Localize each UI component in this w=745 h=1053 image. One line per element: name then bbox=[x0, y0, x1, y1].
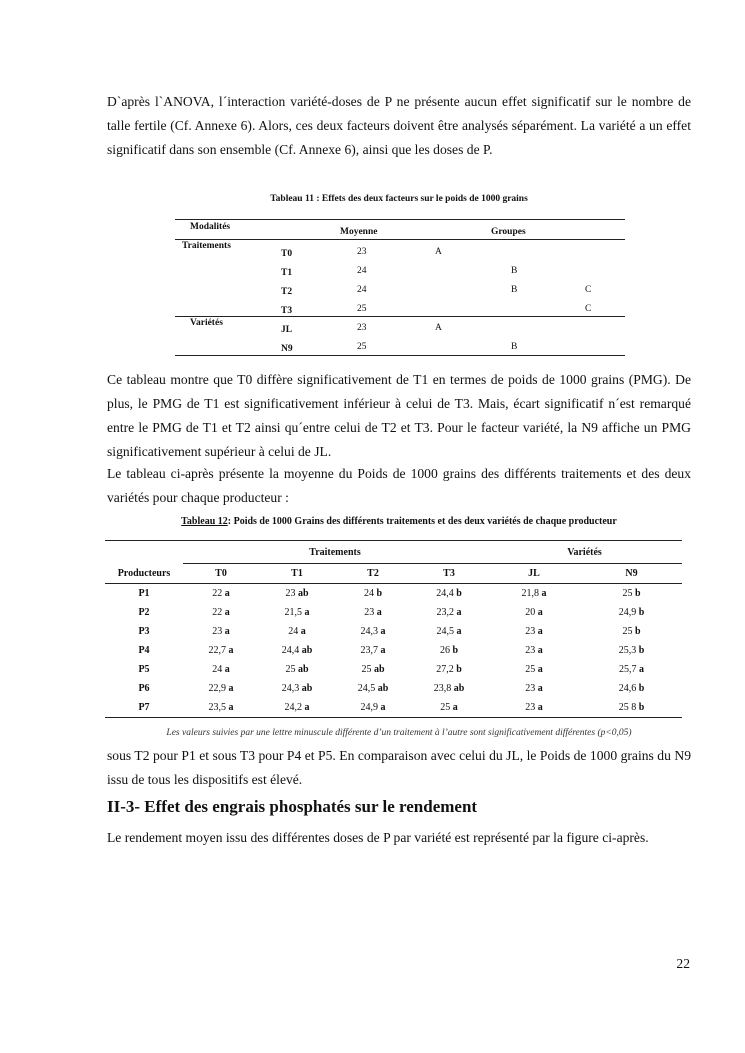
table-12-cell-letter: b bbox=[452, 645, 459, 656]
table-row bbox=[105, 679, 682, 698]
table-12-cell-letter: ab bbox=[301, 683, 313, 694]
table-12-cell bbox=[335, 698, 411, 718]
table-12-group-varietes: Variétés bbox=[487, 541, 682, 564]
table-12-cell-value: 25 bbox=[440, 702, 451, 713]
table-12-cell bbox=[411, 603, 487, 622]
table-12-cell-value: 23 bbox=[525, 683, 536, 694]
table-12-cell bbox=[335, 622, 411, 641]
table-12-cell bbox=[259, 641, 335, 660]
table-12-cell bbox=[487, 622, 581, 641]
table-12-cell-letter: a bbox=[452, 702, 458, 713]
table-12-cell bbox=[487, 641, 581, 660]
table-12-cell bbox=[487, 603, 581, 622]
table-11-caption: Tableau 11 : Effets des deux facteurs sur le poids de 1000 grains bbox=[270, 194, 528, 204]
table-12-cell bbox=[581, 641, 682, 660]
table-12-cell bbox=[335, 641, 411, 660]
table-12-cell bbox=[183, 641, 259, 660]
table-11-row-label: T3 bbox=[281, 306, 293, 316]
table-12-cell bbox=[411, 641, 487, 660]
table-12-cell bbox=[259, 679, 335, 698]
table-12-cell bbox=[487, 660, 581, 679]
table-12-col-header: T1 bbox=[259, 564, 335, 584]
table-12-producer: P1 bbox=[138, 588, 150, 599]
table-11-rule bbox=[175, 316, 625, 317]
table-11-row-group: A bbox=[435, 323, 442, 333]
table-12-cell-letter: a bbox=[537, 664, 543, 675]
table-12-cell bbox=[581, 584, 682, 604]
table-12-cell-value: 24,4 bbox=[281, 645, 300, 656]
table-12-caption bbox=[107, 516, 691, 527]
table-row bbox=[105, 584, 682, 604]
table-12-cell-letter: a bbox=[537, 607, 543, 618]
table-12-cell-value: 24,5 bbox=[357, 683, 376, 694]
table-12-cell bbox=[487, 584, 581, 604]
table-12-cell-value: 21,5 bbox=[284, 607, 302, 618]
paragraph-anova: D`après l`ANOVA, l´interaction variété-doses de P ne présente aucun effet significatif sur le nombre de talle fertile (Cf. Annexe 6). Alors, ces deux facteurs doivent être analysés séparément. La variété a un effet significatif dans son ensemble (Cf. Annexe 6), ainsi que les doses de P. bbox=[107, 94, 691, 157]
table-12-cell-letter: a bbox=[537, 626, 543, 637]
table-12-cell-value: 23,2 bbox=[436, 607, 454, 618]
table-12-cell-value: 24,9 bbox=[360, 702, 378, 713]
table-11 bbox=[0, 0, 745, 360]
table-12-cell bbox=[335, 603, 411, 622]
table-12-producer: P5 bbox=[138, 664, 150, 675]
table-12-cell-value: 24,3 bbox=[360, 626, 378, 637]
table-12-cell bbox=[259, 660, 335, 679]
table-12-producer: P7 bbox=[105, 698, 183, 718]
table-12-cell-value: 24,9 bbox=[618, 607, 637, 618]
table-11-group-varietes: Variétés bbox=[190, 318, 223, 328]
table-12-cell-value: 24,3 bbox=[281, 683, 300, 694]
table-12-cell-value: 25 bbox=[285, 664, 296, 675]
table-11-row-moyenne: 23 bbox=[357, 247, 367, 257]
table-12-cell-value: 23 bbox=[364, 607, 375, 618]
table-12-cell-value: 24,5 bbox=[436, 626, 454, 637]
table-12-col-header: T2 bbox=[335, 564, 411, 584]
table-12-cell-value: 23 bbox=[525, 626, 536, 637]
table-12-cell-letter: b bbox=[456, 664, 462, 675]
table-11-row-label: JL bbox=[281, 325, 293, 335]
table-12-cell-value: 22 bbox=[212, 588, 223, 599]
table-12-caption-label: Tableau 12 bbox=[181, 516, 228, 527]
table-12-cell bbox=[183, 679, 259, 698]
table-11-header-modalites: Modalités bbox=[190, 222, 231, 232]
table-11-row-group: B bbox=[511, 266, 518, 276]
table-12-cell-value: 25 8 bbox=[618, 702, 637, 713]
table-12-cell-value: 22 bbox=[212, 607, 223, 618]
table-11-row-group: B bbox=[511, 342, 518, 352]
table-12-cell-value: 23 bbox=[525, 702, 536, 713]
table-12-cell-letter: a bbox=[380, 702, 386, 713]
table-11-group-traitements: Traitements bbox=[182, 241, 231, 251]
table-12-col-header: T0 bbox=[183, 564, 259, 584]
table-12-cell-letter: ab bbox=[297, 588, 309, 599]
table-12-cell bbox=[183, 698, 259, 718]
table-12-cell-letter: a bbox=[639, 664, 644, 675]
table-11-row-moyenne: 25 bbox=[357, 304, 367, 314]
table-12-col-header: JL bbox=[487, 564, 581, 584]
table-row bbox=[105, 603, 682, 622]
paragraph-table-12-intro: Le tableau ci-après présente la moyenne du Poids de 1000 grains des différents traitements et des deux variétés pour chaque producteur : bbox=[107, 466, 691, 505]
table-12-cell-letter: b bbox=[634, 626, 641, 637]
table-12-caption-text: : Poids de 1000 Grains des différents traitements et des deux variétés de chaque producteur bbox=[227, 516, 617, 527]
table-row bbox=[105, 698, 682, 718]
table-12-cell-letter: a bbox=[537, 702, 543, 713]
page-number: 22 bbox=[676, 956, 690, 971]
table-12-cell-letter: a bbox=[380, 645, 386, 656]
table-12-cell-letter: b bbox=[638, 645, 645, 656]
table-12-cell-value: 25 bbox=[622, 588, 633, 599]
table-12-cell-letter: b bbox=[638, 607, 645, 618]
table-12-cell bbox=[411, 622, 487, 641]
table-12-cell-letter: b bbox=[638, 683, 645, 694]
table-12-cell bbox=[183, 660, 259, 679]
table-row bbox=[105, 622, 682, 641]
table-12-cell-value: 23,7 bbox=[360, 645, 378, 656]
table-row bbox=[105, 641, 682, 660]
table-12-producer: P2 bbox=[138, 607, 150, 618]
table-12-cell-value: 25 bbox=[361, 664, 372, 675]
table-12-cell bbox=[259, 698, 335, 718]
table-12-cell-value: 23 bbox=[285, 588, 296, 599]
table-12-cell-letter: a bbox=[228, 683, 234, 694]
table-12-cell bbox=[183, 584, 259, 604]
table-11-row-moyenne: 23 bbox=[357, 323, 367, 333]
table-12-cell-letter: a bbox=[224, 664, 230, 675]
table-11-row-label: T0 bbox=[281, 249, 293, 259]
table-12-cell-letter: a bbox=[304, 702, 310, 713]
table-12-cell-value: 24,2 bbox=[284, 702, 302, 713]
table-12-cell-value: 25,7 bbox=[619, 664, 637, 675]
table-12-cell-letter: ab bbox=[453, 683, 465, 694]
table-12-cell-letter: a bbox=[380, 626, 386, 637]
table-12-cell bbox=[581, 698, 682, 718]
table-12-cell bbox=[335, 679, 411, 698]
table-row bbox=[105, 660, 682, 679]
table-11-rule bbox=[175, 239, 625, 240]
table-12-cell-value: 25 bbox=[622, 626, 633, 637]
table-12-cell-value: 24,4 bbox=[436, 588, 454, 599]
table-12-cell-value: 24 bbox=[288, 626, 299, 637]
table-12-cell-value: 23 bbox=[525, 645, 536, 656]
table-12-cell bbox=[581, 679, 682, 698]
table-12-cell bbox=[259, 603, 335, 622]
table-12-cell bbox=[581, 660, 682, 679]
table-12-producer: P6 bbox=[138, 683, 150, 694]
table-12-cell-value: 21,8 bbox=[521, 588, 539, 599]
table-12-cell-value: 23,5 bbox=[208, 702, 226, 713]
table-12-cell-value: 20 bbox=[525, 607, 536, 618]
table-11-row-moyenne: 24 bbox=[357, 266, 367, 276]
table-12-cell bbox=[259, 622, 335, 641]
table-12-col-header: T3 bbox=[411, 564, 487, 584]
table-11-row-label: T1 bbox=[281, 268, 293, 278]
table-12-cell-letter: ab bbox=[301, 645, 313, 656]
table-12-cell-value: 22,7 bbox=[208, 645, 226, 656]
table-12-cell-letter: a bbox=[300, 626, 306, 637]
table-12-cell-letter: ab bbox=[377, 683, 389, 694]
table-12-producer: P4 bbox=[138, 645, 150, 656]
table-11-row-moyenne: 25 bbox=[357, 342, 367, 352]
table-12-cell bbox=[335, 584, 411, 604]
table-11-rule bbox=[175, 219, 625, 220]
table-12-footnote: Les valeurs suivies par une lettre minuscule différente d’un traitement à l’autre sont significativement différentes (p<0,05) bbox=[166, 728, 632, 738]
table-11-row-moyenne: 24 bbox=[357, 285, 367, 295]
table-12-cell-letter: a bbox=[537, 683, 543, 694]
table-12-cell-value: 23,8 bbox=[433, 683, 452, 694]
section-heading: II-3- Effet des engrais phosphatés sur le rendement bbox=[107, 797, 478, 816]
table-12-col-producteurs: Producteurs bbox=[105, 564, 183, 584]
table-12-cell bbox=[183, 603, 259, 622]
table-12-cell-letter: a bbox=[537, 645, 543, 656]
table-12-corner bbox=[105, 541, 183, 564]
table-12-cell-letter: b bbox=[376, 588, 383, 599]
table-12-cell bbox=[581, 603, 682, 622]
table-11-row-label: N9 bbox=[281, 344, 293, 354]
table-12-cell-letter: a bbox=[456, 626, 462, 637]
table-12-cell-letter: a bbox=[228, 645, 234, 656]
table-12-body bbox=[105, 584, 682, 718]
table-12-cell-letter: b bbox=[456, 588, 462, 599]
table-12-cell-value: 25 bbox=[525, 664, 536, 675]
table-12-cell bbox=[487, 679, 581, 698]
table-12-col-header: N9 bbox=[581, 564, 682, 584]
table-12-cell-letter: a bbox=[228, 702, 234, 713]
table-11-row-label: T2 bbox=[281, 287, 293, 297]
paragraph-rendement-intro: Le rendement moyen issu des différentes doses de P par variété est représenté par la figure ci-après. bbox=[107, 830, 649, 845]
table-12-group-traitements: Traitements bbox=[183, 541, 487, 564]
table-12-cell-value: 24 bbox=[212, 664, 223, 675]
table-12-cell-value: 24 bbox=[363, 588, 374, 599]
table-12-cell-letter: a bbox=[224, 626, 230, 637]
table-11-row-group: C bbox=[585, 285, 592, 295]
table-12-cell-letter: a bbox=[224, 607, 230, 618]
table-12-cell bbox=[411, 679, 487, 698]
table-12-cell-letter: ab bbox=[297, 664, 309, 675]
table-12-cell bbox=[411, 660, 487, 679]
table-11-header-moyenne: Moyenne bbox=[340, 227, 378, 237]
table-12-cell bbox=[335, 660, 411, 679]
table-12-cell-value: 27,2 bbox=[436, 664, 454, 675]
table-12-cell-letter: b bbox=[638, 702, 645, 713]
table-12-cell bbox=[411, 584, 487, 604]
table-12-cell-value: 24,6 bbox=[618, 683, 637, 694]
table-12-producer: P3 bbox=[138, 626, 150, 637]
table-12-cell-letter: a bbox=[456, 607, 462, 618]
paragraph-table-11-interpretation: Ce tableau montre que T0 diffère significativement de T1 en termes de poids de 1000 grains (PMG). De plus, le PMG de T1 est significativement inférieur à celui de T3. Mais, écart significatif n´est remarqué entre le PMG de T1 et T2 ainsi qu´entre celui de T2 et T3. Pour le facteur variété, la N9 affiche un PMG significativement supérieur à celui de JL. bbox=[107, 372, 691, 459]
table-11-rule bbox=[175, 355, 625, 356]
table-11-row-group: C bbox=[585, 304, 592, 314]
table-12-cell bbox=[581, 622, 682, 641]
table-12-cell-value: 26 bbox=[439, 645, 450, 656]
table-11-row-group: B bbox=[511, 285, 518, 295]
table-12-cell-letter: a bbox=[376, 607, 382, 618]
table-12-cell bbox=[259, 584, 335, 604]
table-12-cell-letter: a bbox=[541, 588, 547, 599]
table-12-cell-value: 23 bbox=[212, 626, 223, 637]
table-12 bbox=[105, 540, 682, 718]
table-12-cell-value: 22,9 bbox=[208, 683, 226, 694]
table-12-cell-letter: a bbox=[304, 607, 310, 618]
table-11-row-group: A bbox=[435, 247, 442, 257]
table-12-cell-value: 25,3 bbox=[618, 645, 637, 656]
table-12-cell-letter: a bbox=[224, 588, 230, 599]
paragraph-table-12-conclusion: sous T2 pour P1 et sous T3 pour P4 et P5. En comparaison avec celui du JL, le Poids de 1000 grains du N9 issu de tous les dispositifs est élevé. bbox=[107, 748, 691, 787]
table-12-cell bbox=[183, 622, 259, 641]
table-12-cell bbox=[487, 698, 581, 718]
table-11-header-groupes: Groupes bbox=[491, 227, 526, 237]
table-12-cell-letter: b bbox=[634, 588, 641, 599]
table-12-cell-letter: ab bbox=[373, 664, 385, 675]
table-12-cell bbox=[411, 698, 487, 718]
